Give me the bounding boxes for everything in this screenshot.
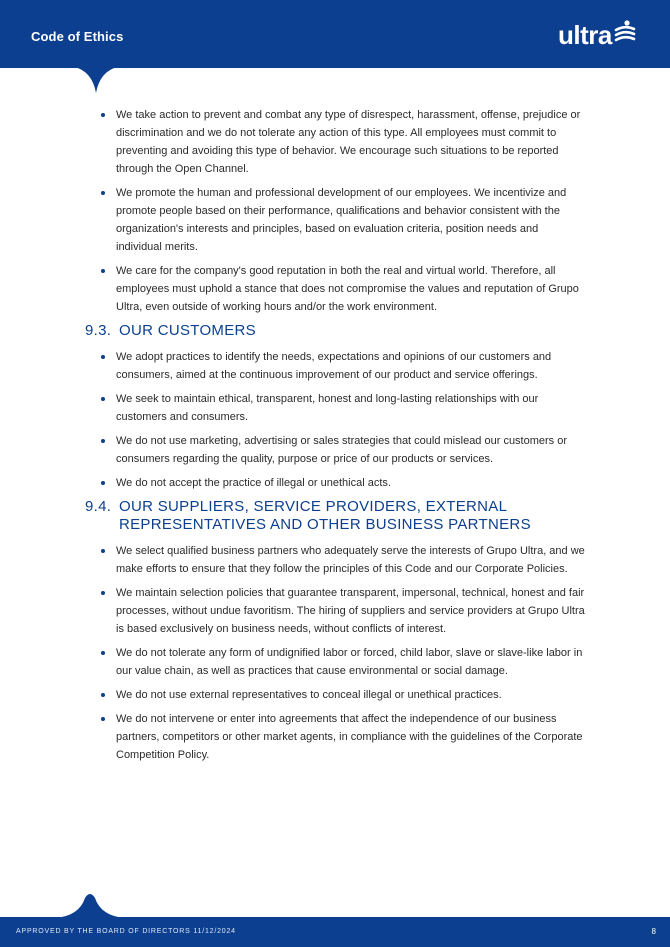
bullet-icon (101, 481, 105, 485)
page-content (85, 106, 585, 770)
suppliers-bullet-list (85, 542, 585, 764)
list-item: We adopt practices to identify the needs, expectations and opinions of our customers and consumers, aimed at the continuous improvement of our product and service offerings. (85, 348, 585, 384)
logo-waves-icon (614, 20, 636, 44)
list-item: We do not tolerate any form of undignified labor or forced, child labor, slave or slave-like labor in our value chain, as well as practices that cause environmental or social damage. (85, 644, 585, 680)
section-heading-customers (85, 322, 585, 340)
page-number: 8 (651, 927, 656, 936)
customers-bullet-list (85, 348, 585, 492)
logo-wordmark: ultra (558, 20, 612, 50)
list-item: We promote the human and professional development of our employees. We incentivize and promote people based on their performance, qualifications and behavior consistent with the organization's interests and principles, based on evaluation criteria, position needs and individual merits. (85, 184, 585, 256)
ultra-logo (558, 20, 636, 50)
list-item: We take action to prevent and combat any type of disrespect, harassment, offense, prejudice or discrimination and we do not tolerate any action of this type. All employees must commit to preventing and avoiding this type of behavior. We encourage such situations to be reported through the Open Channel. (85, 106, 585, 178)
section-number: 9.3. (85, 322, 112, 339)
list-item: We do not intervene or enter into agreements that affect the independence of our business partners, competitors or other market agents, in compliance with the guidelines of the Corporate Competition Policy. (85, 710, 585, 764)
bullet-icon (101, 191, 105, 195)
list-item: We care for the company's good reputation in both the real and virtual world. Therefore, all employees must uphold a stance that does not compromise the values and reputation of Grupo Ultra, even outside of working hours and/or the work environment. (85, 262, 585, 316)
bullet-icon (101, 717, 105, 721)
header-notch-decoration (74, 67, 118, 93)
section-title: OUR CUSTOMERS (119, 322, 256, 339)
list-item: We seek to maintain ethical, transparent, honest and long-lasting relationships with our customers and consumers. (85, 390, 585, 426)
approval-note: APPROVED BY THE BOARD OF DIRECTORS 11/12/2024 (16, 928, 236, 935)
footer-notch-decoration (55, 892, 125, 918)
bullet-icon (101, 355, 105, 359)
bullet-icon (101, 439, 105, 443)
intro-bullet-list (85, 106, 585, 316)
bullet-icon (101, 113, 105, 117)
list-item: We select qualified business partners who adequately serve the interests of Grupo Ultra, and we make efforts to ensure that they follow the principles of this Code and our Corporate Policies. (85, 542, 585, 578)
list-item: We maintain selection policies that guarantee transparent, impersonal, technical, honest and fair processes, without undue favoritism. The hiring of suppliers and service providers at Grupo Ultra is based exclusively on business needs, without conflicts of interest. (85, 584, 585, 638)
bullet-icon (101, 269, 105, 273)
bullet-icon (101, 397, 105, 401)
list-item: We do not use external representatives to conceal illegal or unethical practices. (85, 686, 585, 704)
bullet-icon (101, 693, 105, 697)
list-item: We do not use marketing, advertising or sales strategies that could mislead our customers or consumers regarding the quality, purpose or price of our products or services. (85, 432, 585, 468)
section-title: OUR SUPPLIERS, SERVICE PROVIDERS, EXTERNAL REPRESENTATIVES AND OTHER BUSINESS PARTNERS (119, 498, 531, 533)
page-header (0, 0, 670, 68)
section-number: 9.4. (85, 498, 112, 515)
document-title: Code of Ethics (31, 29, 124, 44)
bullet-icon (101, 549, 105, 553)
list-item: We do not accept the practice of illegal or unethical acts. (85, 474, 585, 492)
section-heading-suppliers (85, 498, 585, 534)
bullet-icon (101, 651, 105, 655)
bullet-icon (101, 591, 105, 595)
